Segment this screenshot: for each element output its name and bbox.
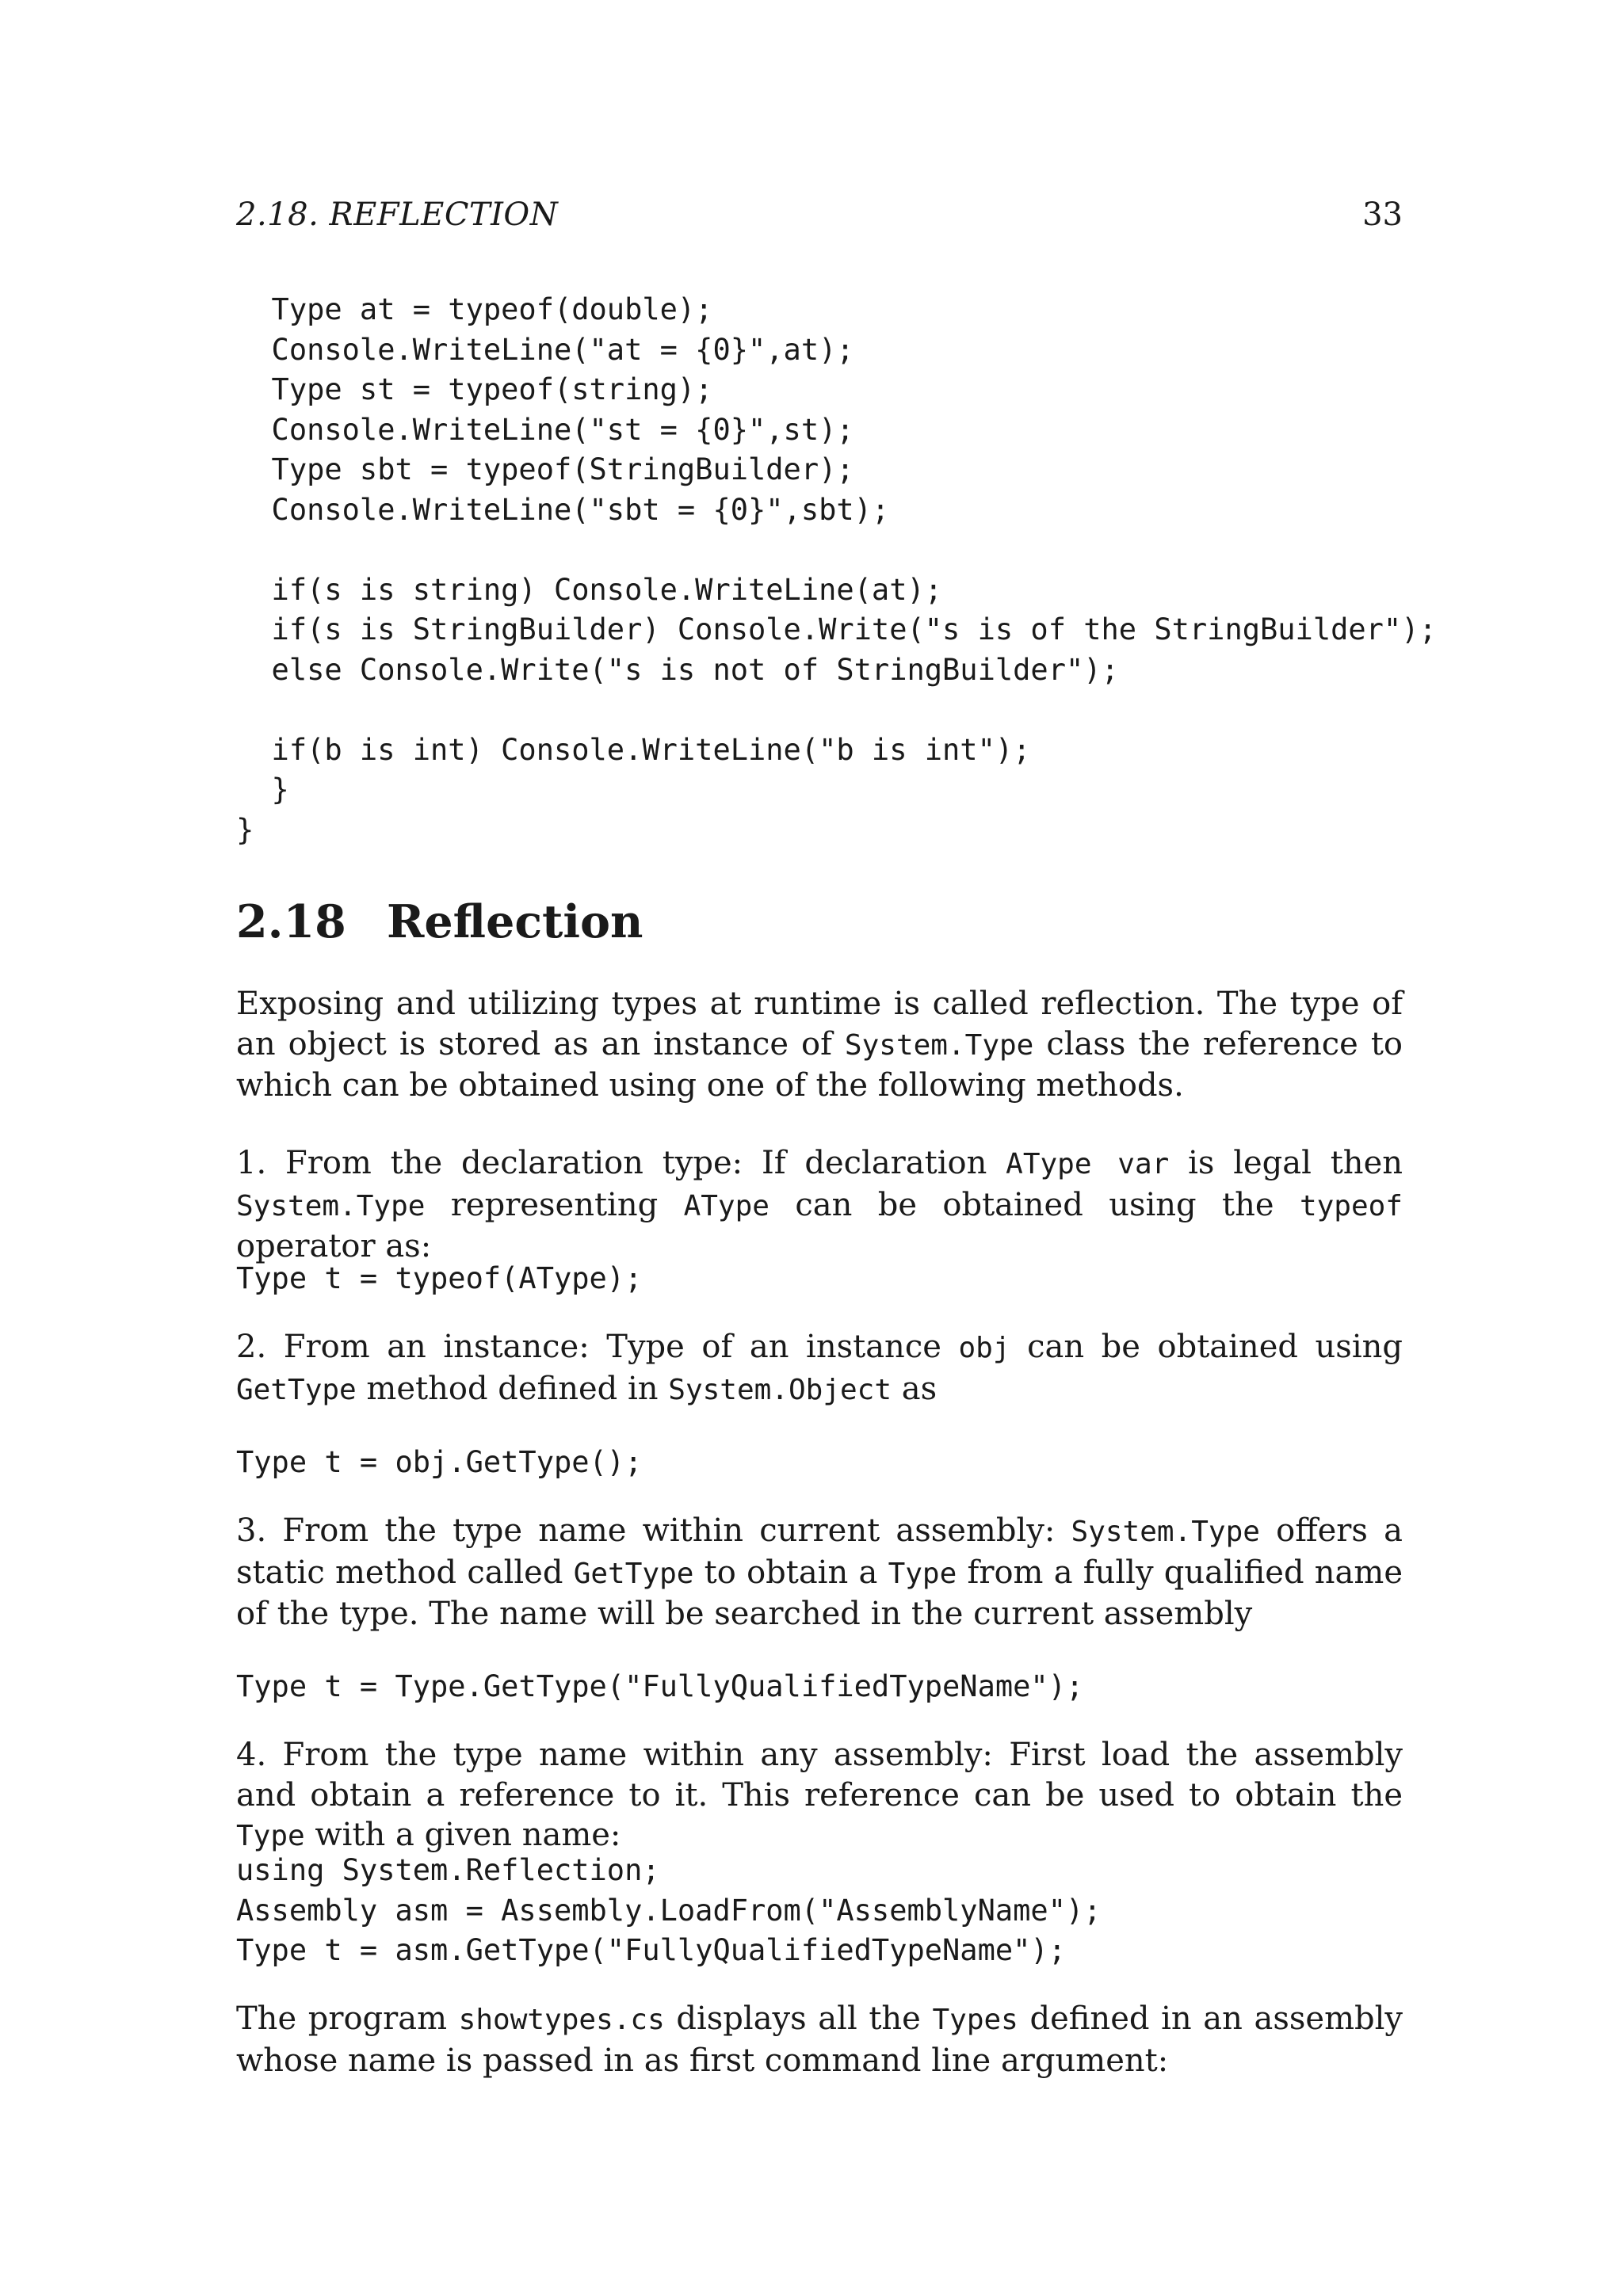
item2-text-2: can be obtained using <box>1010 1329 1403 1365</box>
item1-code-1: AType var <box>1006 1148 1170 1180</box>
item4-text-2: with a given name: <box>304 1817 621 1853</box>
item3-text-4: from a fully qualified name of the type. The name will be searched in the current assembly <box>236 1554 1403 1632</box>
item3-code-2: GetType <box>573 1557 694 1590</box>
item2-code-2: GetType <box>236 1373 357 1406</box>
closing-code-1: showtypes.cs <box>458 2004 665 2036</box>
intro-paragraph <box>236 984 1403 1106</box>
item1-code-4: typeof <box>1299 1189 1403 1222</box>
item3-text-1: 3. From the type name within current assembly: <box>236 1512 1071 1549</box>
closing-text-3: defined in an assembly whose name is passed in as first command line argument: <box>236 2000 1403 2079</box>
item-1-paragraph <box>236 1143 1403 1267</box>
code-block-top: Type at = typeof(double); Console.WriteLine("at = {0}",at); Type st = typeof(string); Console.WriteLine("st = {0}",st); Type sbt = typeof(StringBuilder); Console.WriteLine("sbt = {0}",sbt); if(s is string) Console.WriteLine(at); if(s is StringBuilder) Console.Write("s is of the StringBuilder"); else Console.Write("s is not of StringBuilder"); if(b is int) Console.WriteLine("b is int"); } } <box>236 292 1437 847</box>
item3-code-3: Type <box>888 1557 957 1590</box>
item3-text-3: to obtain a <box>693 1554 888 1591</box>
closing-paragraph <box>236 1999 1403 2081</box>
item-2-paragraph <box>236 1327 1403 1410</box>
running-header-section: 2.18. REFLECTION <box>236 196 559 233</box>
item3-code-1: System.Type <box>1071 1516 1260 1548</box>
intro-text-2: class the reference to which can be obtained using one of the following methods. <box>236 1025 1403 1104</box>
closing-code-2: Types <box>932 2004 1018 2036</box>
item-4-paragraph <box>236 1735 1403 1857</box>
intro-code-1: System.Type <box>844 1028 1034 1062</box>
closing-text-1: The program <box>236 2000 459 2037</box>
item4-code-1: Type <box>236 1820 305 1852</box>
item4-text-1: 4. From the type name within any assembly: First load the assembly and obtain a reference to it. This reference can be used to obtain the <box>236 1737 1403 1814</box>
running-header <box>236 196 1403 233</box>
item1-text-4: can be obtained using the <box>769 1186 1300 1223</box>
closing-text-2: displays all the <box>664 2000 933 2037</box>
code-example-2: Type t = obj.GetType(); <box>236 1445 643 1479</box>
code-example-4: using System.Reflection; Assembly asm = Assembly.LoadFrom("AssemblyName"); Type t = asm.GetType("FullyQualifiedTypeName"); <box>236 1853 1102 1967</box>
item1-text-1: 1. From the declaration type: If declaration <box>236 1145 1006 1181</box>
item2-text-4: as <box>892 1370 938 1407</box>
page-number: 33 <box>1362 196 1403 233</box>
section-number: 2.18 <box>236 895 346 948</box>
item1-text-5: operator as: <box>236 1228 432 1264</box>
code-example-1: Type t = typeof(AType); <box>236 1261 643 1295</box>
item2-text-1: 2. From an instance: Type of an instance <box>236 1329 959 1365</box>
code-example-3: Type t = Type.GetType("FullyQualifiedTypeName"); <box>236 1669 1084 1703</box>
item1-code-3: AType <box>683 1189 769 1222</box>
item2-code-1: obj <box>958 1332 1010 1364</box>
item2-code-3: System.Object <box>668 1373 892 1406</box>
item1-text-2: is legal then <box>1169 1145 1403 1181</box>
section-title: Reflection <box>387 895 643 948</box>
item3-text-2: offers a static method called <box>236 1512 1403 1591</box>
section-heading <box>236 895 643 948</box>
item1-text-3: representing <box>425 1186 684 1223</box>
item2-text-3: method defined in <box>356 1370 669 1407</box>
item-3-paragraph <box>236 1511 1403 1634</box>
item1-code-2: System.Type <box>236 1189 426 1222</box>
intro-text-1: Exposing and utilizing types at runtime is called reflection. The type of an object is stored as an instance of <box>236 986 1403 1062</box>
